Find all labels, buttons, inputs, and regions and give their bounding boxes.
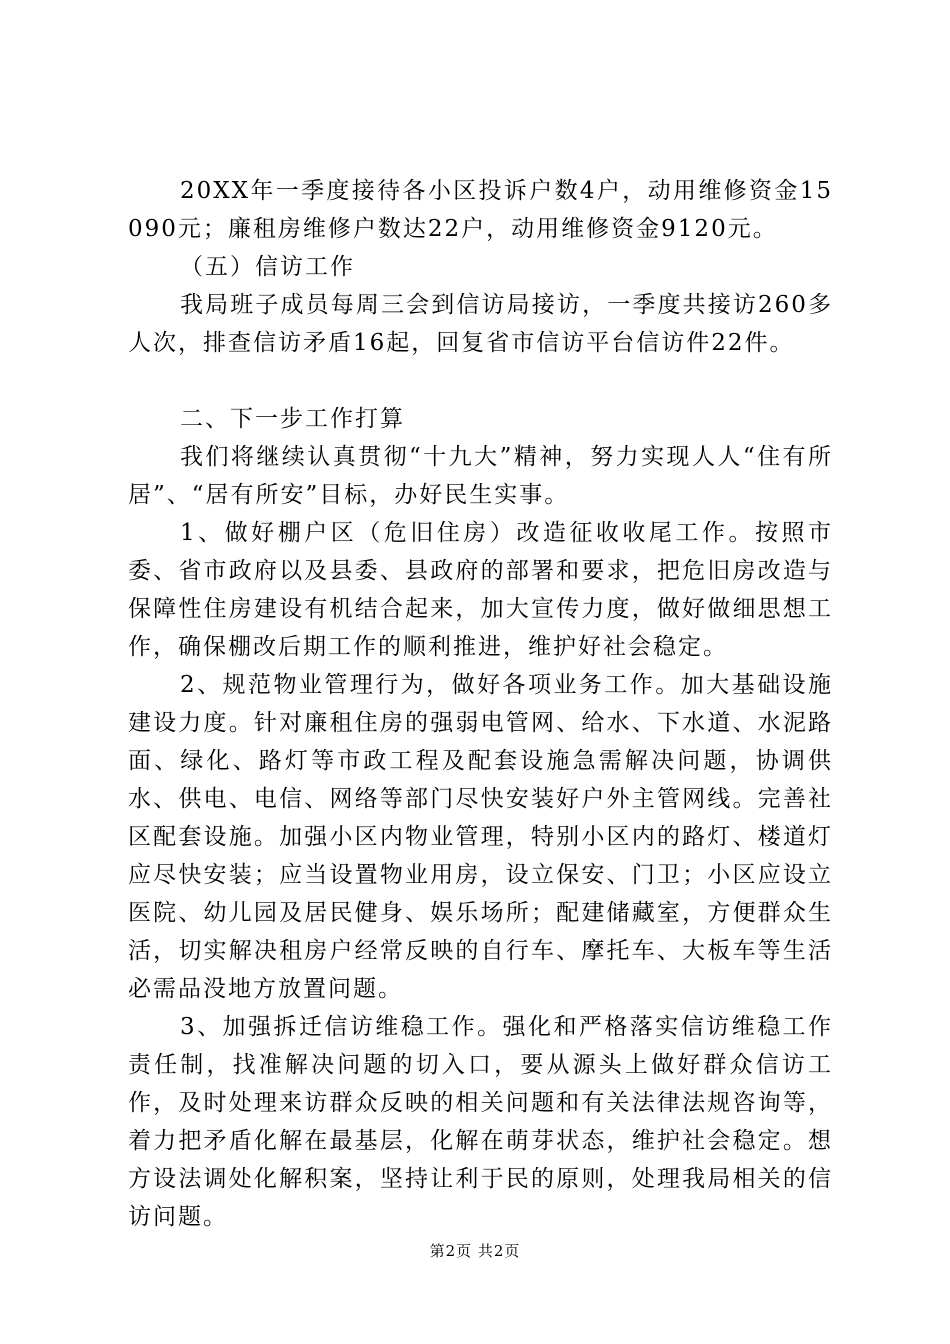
paragraph-item-2-property-management: 2、规范物业管理行为，做好各项业务工作。加大基础设施建设力度。针对廉租住房的强弱电管网、给水、下水道、水泥路面、绿化、路灯等市政工程及配套设施急需解决问题，协调供水、供电、电信、网络等部门尽快安装好户外主管网线。完善社区配套设施。加强小区内物业管理，特别小区内的路灯、楼道灯应尽快安装；应当设置物业用房，设立保安、门卫；小区应设立医院、幼儿园及居民健身、娱乐场所；配建储藏室，方便群众生活，切实解决租房户经常反映的自行车、摩托车、大板车等生活必需品没地方放置问题。 — [128, 672, 833, 1002]
blank-line — [128, 362, 833, 400]
paragraph-item-3-petition-stability: 3、加强拆迁信访维稳工作。强化和严格落实信访维稳工作责任制，找准解决问题的切入口，要从源头上做好群众信访工作，及时处理来访群众反映的相关问题和有关法律法规咨询等，着力把矛盾化解在最基层，化解在萌芽状态，维护社会稳定。想方设法调处化解积案，坚持让利于民的原则，处理我局相关的信访问题。 — [128, 1014, 833, 1230]
section-heading-next-steps: 二、下一步工作打算 — [180, 406, 405, 432]
paragraph-goals: 我们将继续认真贯彻“十九大”精神，努力实现人人“住有所居”、“居有所安”目标，办好民生实事。 — [128, 444, 833, 508]
document-body — [128, 172, 833, 1236]
paragraph-maintenance-funds: 20XX年一季度接待各小区投诉户数4户，动用维修资金15090元；廉租房维修户数达22户，动用维修资金9120元。 — [128, 178, 833, 242]
section-heading-petition-work: （五）信访工作 — [180, 254, 355, 280]
paragraph-item-1-shantytown: 1、做好棚户区（危旧住房）改造征收收尾工作。按照市委、省市政府以及县委、县政府的部署和要求，把危旧房改造与保障性住房建设有机结合起来，加大宣传力度，做好做细思想工作，确保棚改后期工作的顺利推进，维护好社会稳定。 — [128, 520, 833, 660]
paragraph-petition-reception: 我局班子成员每周三会到信访局接访，一季度共接访260多人次，排查信访矛盾16起，回复省市信访平台信访件22件。 — [128, 292, 833, 356]
page-number-footer: 第2页 共2页 — [429, 1242, 521, 1260]
